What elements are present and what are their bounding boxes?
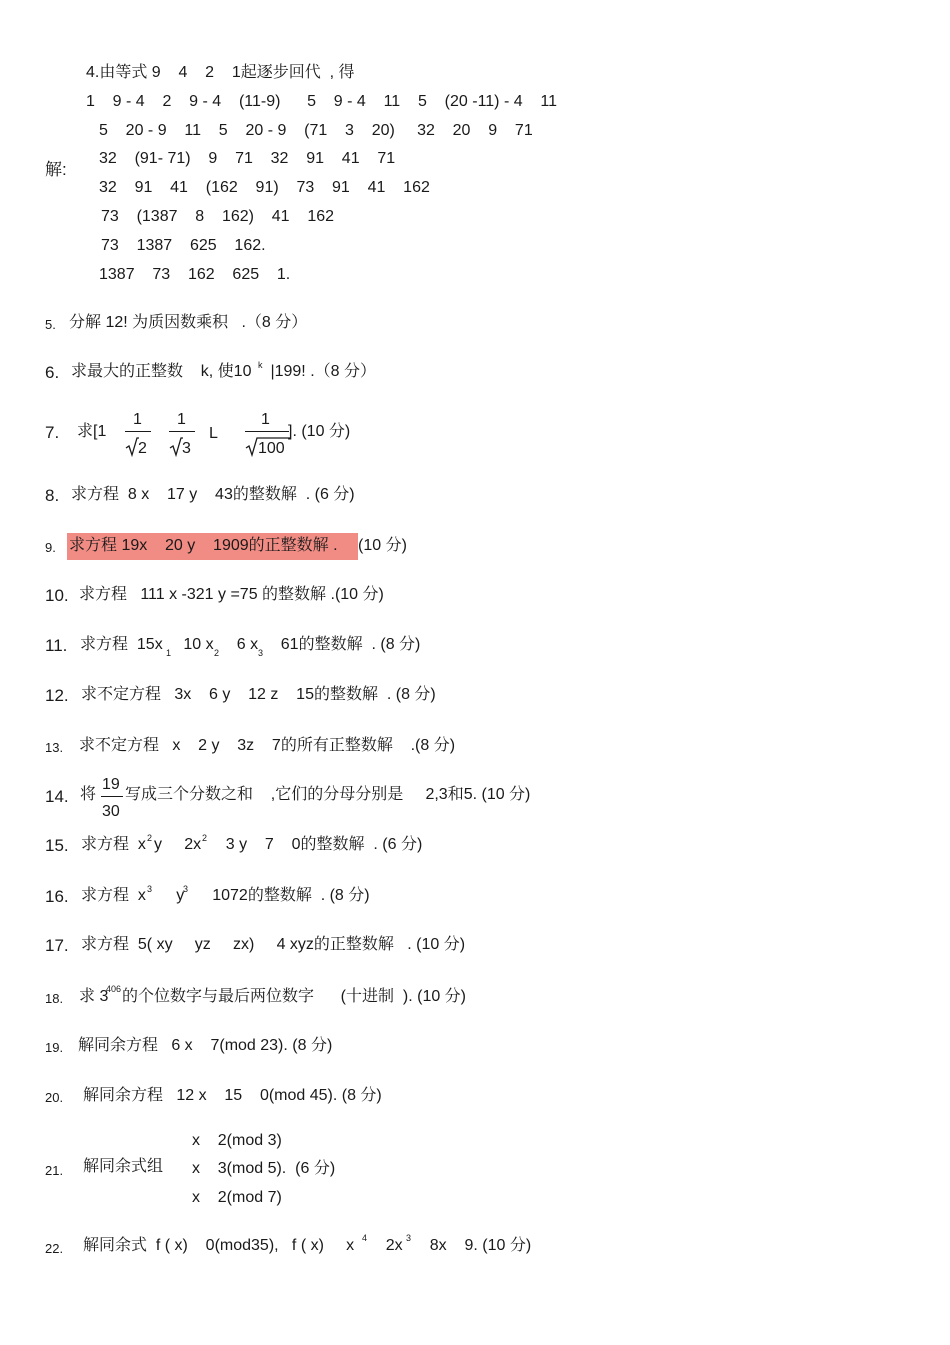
problem-8-number: 8.: [45, 486, 60, 505]
problem-18-text-a: 求 3: [79, 988, 109, 1005]
problem-7-post: ]. (10 分): [288, 423, 351, 440]
problem-11-subscript-1: 1: [166, 648, 172, 658]
problem-7-frac1-bar: [125, 431, 151, 432]
problem-7-frac3-numerator: 1: [261, 411, 270, 428]
solution-line-8: 1387 73 162 625 1.: [99, 266, 291, 283]
problem-16-superscript-1: 3: [147, 884, 153, 894]
problem-22-text-c: 8x 9. (10 分): [412, 1237, 532, 1254]
problem-7-frac2-denominator: 3: [182, 440, 191, 457]
problem-7-frac3-bar: [245, 431, 289, 432]
solution-line-2: 1 9 - 4 2 9 - 4 (11-9) 5 9 - 4 11 5 (20 -11) - 4 11: [86, 93, 558, 110]
problem-6-text-b: |199! .（8 分）: [266, 363, 376, 380]
problem-21-number: 21.: [45, 1163, 64, 1178]
problem-14-fraction-denominator: 30: [102, 803, 120, 820]
problem-22-number: 22.: [45, 1241, 64, 1256]
problem-15-text-b: y 2x: [154, 836, 202, 853]
problem-5-number: 5.: [45, 317, 56, 332]
problem-18-text-b: 的个位数字与最后两位数字 (十进制 ). (10 分): [122, 988, 467, 1005]
problem-12-number: 12.: [45, 686, 69, 705]
solution-line-5: 32 91 41 (162 91) 73 91 41 162: [99, 179, 430, 196]
problem-11-text-a: 求方程 15x: [80, 636, 163, 653]
problem-14-number: 14.: [45, 787, 69, 806]
problem-15-superscript-1: 2: [147, 833, 153, 843]
problem-18-superscript: 406: [106, 984, 122, 994]
problem-21-label: 解同余式组: [83, 1158, 164, 1175]
problem-7-ellipsis: L: [209, 425, 218, 442]
problem-14-fraction-numerator: 19: [102, 776, 120, 793]
problem-10-text: 求方程 111 x -321 y =75 的整数解 .(10 分): [79, 586, 384, 603]
problem-17-number: 17.: [45, 936, 69, 955]
problem-12-text: 求不定方程 3x 6 y 12 z 15的整数解 . (8 分): [81, 686, 436, 703]
problem-18-number: 18.: [45, 991, 64, 1006]
problem-11-text-c: 6 x: [219, 636, 259, 653]
problem-7-frac2-bar: [169, 431, 195, 432]
problem-13-number: 13.: [45, 740, 64, 755]
problem-6-superscript: k: [258, 360, 263, 370]
problem-21-congruence-3: x 2(mod 7): [192, 1189, 282, 1206]
problem-19-number: 19.: [45, 1040, 64, 1055]
problem-7-frac1-denominator: 2: [138, 440, 147, 457]
problem-11-subscript-2: 2: [214, 648, 220, 658]
problem-5-text: 分解 12! 为质因数乘积 .（8 分）: [69, 314, 308, 331]
problem-16-text-c: 1072的整数解 . (8 分): [190, 887, 370, 904]
problem-7-number: 7.: [45, 423, 60, 442]
problem-15-superscript-2: 2: [202, 833, 208, 843]
problem-14-text: 写成三个分数之和 ,它们的分母分别是 2,3和5. (10 分): [125, 786, 531, 803]
problem-14-pre: 将: [80, 786, 97, 803]
problem-8-text: 求方程 8 x 17 y 43的整数解 . (6 分): [71, 486, 355, 503]
problem-16-text-a: 求方程 x: [81, 887, 146, 904]
problem-6-number: 6.: [45, 363, 60, 382]
problem-13-text: 求不定方程 x 2 y 3z 7的所有正整数解 .(8 分): [79, 737, 456, 754]
problem-17-text: 求方程 5( xy yz zx) 4 xyz的正整数解 . (10 分): [81, 936, 466, 953]
problem-7-sqrt-icon-2: [169, 437, 183, 457]
problem-16-text-b: y: [154, 887, 185, 904]
problem-16-superscript-2: 3: [183, 884, 189, 894]
problem-11-text-d: 61的整数解 . (8 分): [263, 636, 421, 653]
problem-15-number: 15.: [45, 836, 69, 855]
problem-16-number: 16.: [45, 887, 69, 906]
problem-15-text-c: 3 y 7 0的整数解 . (6 分): [208, 836, 423, 853]
problem-19-text: 解同余方程 6 x 7(mod 23). (8 分): [78, 1037, 333, 1054]
solution-line-3: 5 20 - 9 11 5 20 - 9 (71 3 20) 32 20 9 71: [99, 122, 533, 139]
problem-11-number: 11.: [45, 636, 68, 655]
problem-21-congruence-2: x 3(mod 5). (6 分): [192, 1160, 336, 1177]
problem-14-fraction-bar: [101, 796, 123, 797]
solution-line-7: 73 1387 625 162.: [101, 237, 266, 254]
problem-11-text-b: 10 x: [170, 636, 214, 653]
problem-10-number: 10.: [45, 586, 69, 605]
solution-label: 解:: [45, 160, 67, 179]
solution-line-1: 4.由等式 9 4 2 1起逐步回代 , 得: [86, 64, 355, 81]
problem-7-sqrt-icon-1: [125, 437, 139, 457]
problem-7-frac3-denominator: 100: [258, 440, 285, 457]
solution-line-6: 73 (1387 8 162) 41 162: [101, 208, 335, 225]
problem-7-frac1-numerator: 1: [133, 411, 142, 428]
problem-7-frac2-numerator: 1: [177, 411, 186, 428]
problem-15-text-a: 求方程 x: [81, 836, 146, 853]
problem-7-pre: 求[1: [77, 423, 107, 440]
problem-11-subscript-3: 3: [258, 648, 264, 658]
problem-9-number: 9.: [45, 540, 56, 555]
problem-9-highlighted-text: 求方程 19x 20 y 1909的正整数解 .: [69, 537, 338, 554]
problem-6-text-a: 求最大的正整数 k, 使10: [71, 363, 252, 380]
problem-20-text: 解同余方程 12 x 15 0(mod 45). (8 分): [83, 1087, 382, 1104]
problem-22-superscript-1: 4: [362, 1233, 368, 1243]
problem-22-text-b: 2x: [368, 1237, 403, 1254]
problem-9-points: (10 分): [358, 537, 407, 554]
problem-21-congruence-1: x 2(mod 3): [192, 1132, 282, 1149]
problem-22-superscript-2: 3: [406, 1233, 412, 1243]
problem-22-text-a: 解同余式 f ( x) 0(mod35), f ( x) x: [83, 1237, 355, 1254]
problem-20-number: 20.: [45, 1090, 64, 1105]
solution-line-4: 32 (91- 71) 9 71 32 91 41 71: [99, 150, 396, 167]
